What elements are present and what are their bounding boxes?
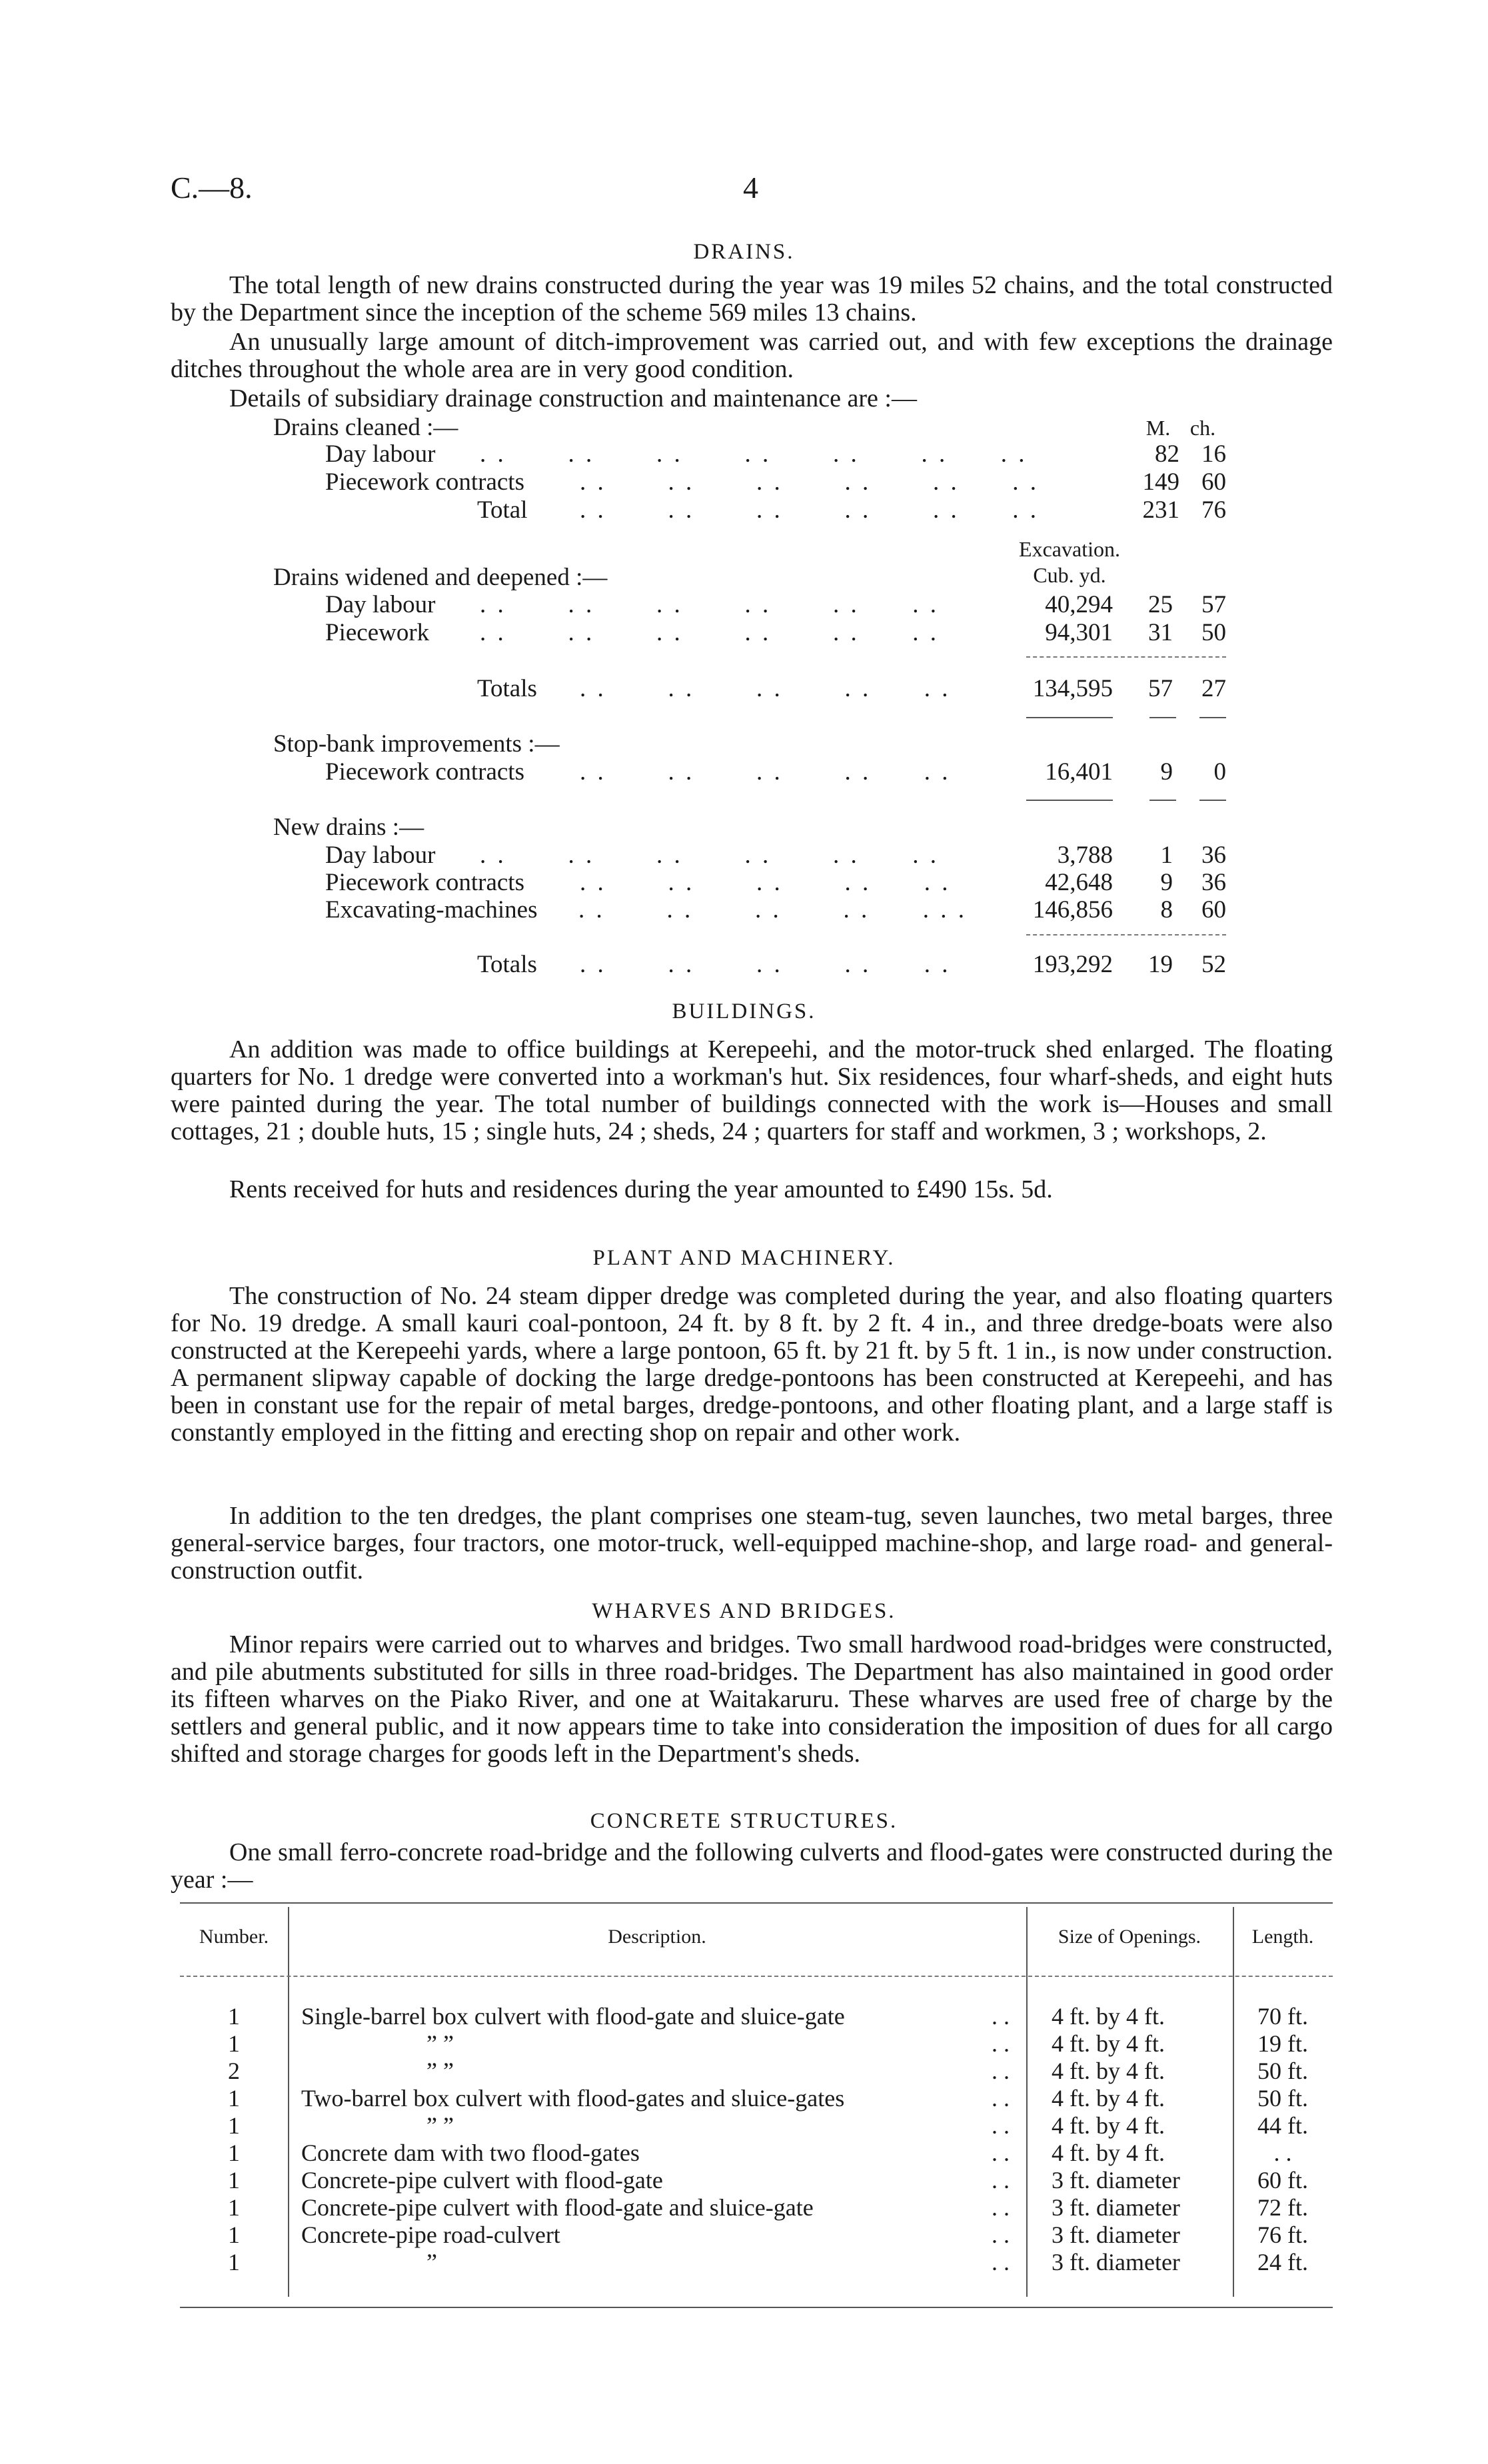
- table-cell-number: 2: [228, 2058, 240, 2084]
- table-cell-description: ” ”: [426, 2058, 454, 2084]
- stopbank-cub: 16,401: [1045, 758, 1113, 786]
- cleaned-total-label: Total: [477, 496, 528, 524]
- drains-paragraph-1: The total length of new drains constructed during the year was 19 miles 52 chains, and the total constructed by the Department since the inception of the scheme 569 miles 13 chains.: [171, 271, 1333, 326]
- table-cell-description: ” ”: [426, 2030, 454, 2057]
- table-cell-size: 3 ft. diameter: [1052, 2194, 1180, 2221]
- cleaned-day-labour-chains: 16: [1201, 440, 1226, 468]
- document-reference: C.—8.: [171, 171, 253, 205]
- table-cell-size: 4 ft. by 4 ft.: [1052, 2058, 1165, 2084]
- concrete-heading: CONCRETE STRUCTURES.: [590, 1809, 898, 1833]
- new-drains-day-labour-miles: 1: [1160, 842, 1173, 869]
- col-miles-header: M.: [1145, 416, 1171, 440]
- table-cell-description: Concrete-pipe road-culvert: [301, 2221, 560, 2248]
- leader-dots: . .: [992, 2030, 1010, 2057]
- table-cell-number: 1: [228, 2003, 240, 2030]
- table-header-number: Number.: [199, 1926, 269, 1948]
- page-number: 4: [743, 171, 758, 205]
- leader-dots: . . . . . . . . . . . .: [580, 468, 1039, 496]
- cleaned-total-chains: 76: [1201, 496, 1226, 524]
- concrete-paragraph-1: One small ferro-concrete road-bridge and the following culverts and flood-gates were constructed during the year :—: [171, 1838, 1333, 1894]
- stopbank-miles: 9: [1160, 758, 1173, 786]
- widened-piecework-miles: 31: [1148, 619, 1173, 646]
- drains-heading: DRAINS.: [693, 240, 795, 264]
- table-cell-length: 72 ft.: [1257, 2194, 1308, 2221]
- widened-day-labour-miles: 25: [1148, 591, 1173, 618]
- leader-dots: . .: [992, 2085, 1010, 2112]
- new-drains-piecework-chains: 36: [1201, 869, 1226, 896]
- sum-rule: [1026, 934, 1226, 935]
- new-drains-totals-cub: 193,292: [1032, 951, 1113, 978]
- sum-rule: [1026, 800, 1113, 801]
- table-header-rule: [180, 1976, 1333, 1977]
- table-cell-number: 1: [228, 2112, 240, 2139]
- leader-dots: . .: [992, 2221, 1010, 2248]
- cleaned-row-piecework: Piecework contracts: [325, 468, 524, 496]
- table-cell-description: Concrete-pipe culvert with flood-gate and sluice-gate: [301, 2194, 814, 2221]
- table-cell-length: 60 ft.: [1257, 2167, 1308, 2193]
- leader-dots: . . . . . . . . . . . .: [580, 496, 1039, 524]
- col-chains-header: ch.: [1189, 416, 1216, 440]
- plant-paragraph-2: In addition to the ten dredges, the plant comprises one steam-tug, seven launches, two metal barges, three general-service barges, four tractors, one motor-truck, well-equipped machine-shop, and large road- and general-construction outfit.: [171, 1502, 1333, 1584]
- excavation-unit: Cub. yd.: [1033, 563, 1106, 587]
- table-cell-description: ” ”: [426, 2112, 454, 2139]
- table-cell-description: Concrete-pipe culvert with flood-gate: [301, 2167, 663, 2193]
- table-cell-length: 19 ft.: [1257, 2030, 1308, 2057]
- table-cell-description: Concrete dam with two flood-gates: [301, 2140, 640, 2166]
- new-drains-totals-label: Totals: [477, 951, 537, 978]
- table-cell-number: 1: [228, 2194, 240, 2221]
- widened-label: Drains widened and deepened :—: [273, 564, 608, 591]
- table-cell-size: 3 ft. diameter: [1052, 2221, 1180, 2248]
- table-cell-number: 1: [228, 2085, 240, 2112]
- leader-dots: . . . . . . . . . . . .: [480, 591, 939, 618]
- table-column-divider: [288, 1907, 289, 2297]
- leader-dots: . . . . . . . . . . .: [578, 896, 967, 924]
- stopbank-label: Stop-bank improvements :—: [273, 730, 560, 758]
- table-bottom-rule: [180, 2307, 1333, 2308]
- table-cell-number: 1: [228, 2140, 240, 2166]
- sum-rule: [1026, 656, 1226, 658]
- widened-totals-chains: 27: [1201, 675, 1226, 702]
- table-cell-length: . .: [1273, 2140, 1292, 2166]
- leader-dots: . . . . . . . . . . . . . .: [480, 440, 1028, 468]
- leader-dots: . .: [992, 2058, 1010, 2084]
- wharves-paragraph-1: Minor repairs were carried out to wharves and bridges. Two small hardwood road-bridges were constructed, and pile abutments substituted for sills in three road-bridges. The Department has also maintained in good order its fifteen wharves on the Piako River, and one at Waitakaruru. These wharves are used free of charge by the settlers and general public, and it now appears time to take into consideration the imposition of dues for all cargo shifted and storage charges for goods left in the Department's sheds.: [171, 1630, 1333, 1768]
- new-drains-totals-miles: 19: [1148, 951, 1173, 978]
- new-drains-row-day-labour: Day labour: [325, 842, 436, 869]
- new-drains-day-labour-chains: 36: [1201, 842, 1226, 869]
- table-cell-length: 50 ft.: [1257, 2058, 1308, 2084]
- table-cell-size: 4 ft. by 4 ft.: [1052, 2030, 1165, 2057]
- leader-dots: . .: [992, 2112, 1010, 2139]
- plant-paragraph-1: The construction of No. 24 steam dipper dredge was completed during the year, and also floating quarters for No. 19 dredge. A small kauri coal-pontoon, 24 ft. by 8 ft. by 2 ft. 4 in., and three dredge-boats were also constructed at the Kerepeehi yards, where a large pontoon, 65 ft. by 21 ft. by 5 ft. 1 in., is now under construction. A permanent slipway capable of docking the large dredge-pontoons has been constructed at Kerepeehi, and has been in constant use for the repair of metal barges, dredge-pontoons, and other floating plant, and a large staff is constantly employed in the fitting and erecting shop on repair and other work.: [171, 1282, 1333, 1447]
- table-cell-length: 76 ft.: [1257, 2221, 1308, 2248]
- new-drains-machines-cub: 146,856: [1032, 896, 1113, 924]
- table-header-length: Length.: [1251, 1926, 1314, 1948]
- widened-totals-miles: 57: [1148, 675, 1173, 702]
- sum-rule: [1199, 717, 1226, 718]
- table-cell-number: 1: [228, 2167, 240, 2193]
- table-cell-length: 24 ft.: [1257, 2249, 1308, 2275]
- table-cell-length: 50 ft.: [1257, 2085, 1308, 2112]
- cleaned-row-day-labour: Day labour: [325, 440, 436, 468]
- table-top-rule: [180, 1902, 1333, 1904]
- cleaned-day-labour-miles: 82: [1155, 440, 1179, 468]
- widened-row-piecework: Piecework: [325, 619, 430, 646]
- new-drains-label: New drains :—: [273, 814, 424, 841]
- sum-rule: [1026, 717, 1113, 718]
- table-cell-size: 3 ft. diameter: [1052, 2249, 1180, 2275]
- widened-piecework-cub: 94,301: [1045, 619, 1113, 646]
- sum-rule: [1149, 800, 1176, 801]
- new-drains-piecework-miles: 9: [1160, 869, 1173, 896]
- leader-dots: . . . . . . . . . . . .: [480, 619, 939, 646]
- table-cell-size: 4 ft. by 4 ft.: [1052, 2112, 1165, 2139]
- widened-piecework-chains: 50: [1201, 619, 1226, 646]
- new-drains-machines-miles: 8: [1160, 896, 1173, 924]
- plant-heading: PLANT AND MACHINERY.: [592, 1246, 896, 1270]
- new-drains-totals-chains: 52: [1201, 951, 1226, 978]
- sum-rule: [1149, 717, 1176, 718]
- sum-rule: [1199, 800, 1226, 801]
- leader-dots: . .: [992, 2003, 1010, 2030]
- table-column-divider: [1026, 1907, 1028, 2297]
- leader-dots: . .: [992, 2194, 1010, 2221]
- leader-dots: . .: [992, 2140, 1010, 2166]
- buildings-paragraph-2: Rents received for huts and residences during the year amounted to £490 15s. 5d.: [229, 1175, 1053, 1203]
- table-cell-number: 1: [228, 2249, 240, 2275]
- leader-dots: . . . . . . . . . .: [580, 758, 951, 786]
- table-header-size: Size of Openings.: [1058, 1926, 1201, 1948]
- cleaned-piecework-chains: 60: [1201, 468, 1226, 496]
- stopbank-row-piecework: Piecework contracts: [325, 758, 524, 786]
- new-drains-piecework-cub: 42,648: [1045, 869, 1113, 896]
- widened-day-labour-cub: 40,294: [1045, 591, 1113, 618]
- excavation-header: Excavation.: [1019, 537, 1120, 561]
- table-cell-number: 1: [228, 2030, 240, 2057]
- table-cell-number: 1: [228, 2221, 240, 2248]
- table-header-description: Description.: [608, 1926, 706, 1948]
- leader-dots: . . . . . . . . . .: [580, 869, 951, 896]
- new-drains-day-labour-cub: 3,788: [1057, 842, 1113, 869]
- table-cell-size: 3 ft. diameter: [1052, 2167, 1180, 2193]
- leader-dots: . . . . . . . . . . . .: [480, 842, 939, 869]
- widened-day-labour-chains: 57: [1201, 591, 1226, 618]
- table-cell-size: 4 ft. by 4 ft.: [1052, 2085, 1165, 2112]
- leader-dots: . . . . . . . . . .: [580, 675, 951, 702]
- table-cell-length: 44 ft.: [1257, 2112, 1308, 2139]
- leader-dots: . .: [992, 2249, 1010, 2275]
- table-cell-length: 70 ft.: [1257, 2003, 1308, 2030]
- table-cell-description: Two-barrel box culvert with flood-gates and sluice-gates: [301, 2085, 845, 2112]
- buildings-heading: BUILDINGS.: [672, 999, 816, 1023]
- table-cell-size: 4 ft. by 4 ft.: [1052, 2003, 1165, 2030]
- leader-dots: . . . . . . . . . .: [580, 951, 951, 978]
- widened-totals-cub: 134,595: [1032, 675, 1113, 702]
- cleaned-total-miles: 231: [1142, 496, 1179, 524]
- table-cell-size: 4 ft. by 4 ft.: [1052, 2140, 1165, 2166]
- new-drains-machines-chains: 60: [1201, 896, 1226, 924]
- leader-dots: . .: [992, 2167, 1010, 2193]
- drains-paragraph-2: An unusually large amount of ditch-improvement was carried out, and with few exceptions the drainage ditches throughout the whole area are in very good condition.: [171, 328, 1333, 383]
- table-cell-description: ”: [426, 2249, 437, 2275]
- cleaned-piecework-miles: 149: [1142, 468, 1179, 496]
- new-drains-row-piecework: Piecework contracts: [325, 869, 524, 896]
- table-cell-description: Single-barrel box culvert with flood-gate and sluice-gate: [301, 2003, 845, 2030]
- new-drains-row-machines: Excavating-machines: [325, 896, 538, 924]
- stopbank-chains: 0: [1213, 758, 1226, 786]
- drains-cleaned-label: Drains cleaned :—: [273, 414, 458, 441]
- widened-row-day-labour: Day labour: [325, 591, 436, 618]
- buildings-paragraph-1: An addition was made to office buildings at Kerepeehi, and the motor-truck shed enlarged. The floating quarters for No. 1 dredge were converted into a workman's hut. Six residences, four wharf-sheds, and eight huts were painted during the year. The total number of buildings connected with the work is—Houses and small cottages, 21 ; double huts, 15 ; single huts, 24 ; sheds, 24 ; quarters for staff and workmen, 3 ; workshops, 2.: [171, 1035, 1333, 1145]
- widened-totals-label: Totals: [477, 675, 537, 702]
- drains-details-intro: Details of subsidiary drainage construction and maintenance are :—: [229, 384, 917, 412]
- wharves-heading: WHARVES AND BRIDGES.: [592, 1599, 896, 1623]
